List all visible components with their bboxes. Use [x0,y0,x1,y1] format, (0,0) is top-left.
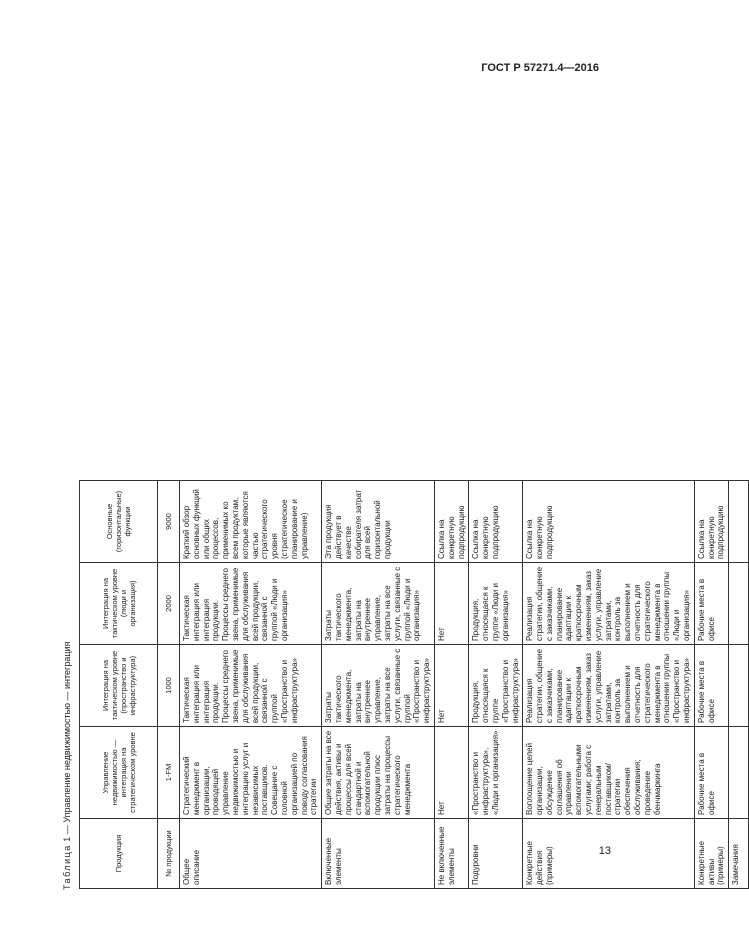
table-cell: Реализация стратегии, общение с заказчиками, планирование адаптации к краткосрочным изменениям, заказ услуги, управление затратами, контроль за выполнением и отчетность для стратегического менеджмента в отношении группы «Люди и организация» [523,563,695,645]
table-row [322,97,435,889]
table-caption [62,590,72,890]
table-cell: Рабочие места в офисе [694,645,728,727]
table-cell: Ссылка на конкретную подпродукцию [523,481,695,563]
table-cell: Стратегический менеджмент в организации, проводящей управление недвижимостью и интеграцию услуг и независимых поставщиков. Совещание с головной организацией по поводу согласования стратегии [180,727,322,819]
table-row [523,97,695,889]
document-code: ГОСТ Р 57271.4—2016 [481,62,599,74]
table-row [694,97,728,889]
row-label-actions: Конкретные действия (примеры) [523,819,695,889]
header-row [80,97,158,889]
caption-prefix: Таблица [62,844,72,890]
table-cell: Затраты тактического менеджмента, затраты на внутреннее управление, затраты на все услуги, связанные с группой «Пространство и инфраструктура» [322,645,435,727]
table-cell: Затраты тактического менеджмента, затраты на внутреннее управление, затраты на все услуги, связанные с группой «Люди и организация» [322,563,435,645]
col-code-product: № продукции [158,819,180,889]
row-label-remarks: Замечания [729,819,749,889]
col-header-tactical-space: Интеграция на тактическом уровне (пространство и инфраструктура) [80,645,158,727]
code-row [158,97,180,889]
table-cell [729,727,749,819]
col-code-tactical-space: 1000 [158,645,180,727]
table-cell: «Пространство и инфраструктура», «Люди и организация» [469,727,523,819]
row-label-sublevels: Подуровни [469,819,523,889]
integration-table [79,96,749,889]
table-cell: Тактическая интеграция или интеграция продукции. Процессы среднего звена, применимые для обслуживания всей продукции, связанной с группой «Пространство и инфраструктура» [180,645,322,727]
table-cell: Рабочие места в офисе [694,563,728,645]
table-cell: Ссылка на конкретную подпродукцию [469,481,523,563]
table-cell: Продукция, относящаяся к группе «Пространство и инфраструктура» [469,645,523,727]
caption-number: 1 [62,836,72,842]
table-cell: Рабочие места в офисе [694,727,728,819]
page-number: 13 [598,845,611,857]
table-cell: Тактическая интеграция или интеграция продукции. Процессы среднего звена, применимые для обслуживания всей продукции, связанной с группой «Люди и организация» [180,563,322,645]
table-row [434,97,468,889]
table-cell: Продукция, относящаяся к группе «Люди и организация» [469,563,523,645]
table-cell: Краткий обзор основных функций или общих процессов, применимых ко всем продуктам, которые являются частью стратегического уровня (стратегическое планирование и управление) [180,481,322,563]
col-header-horizontal: Основные (горизонтальные) функции [80,481,158,563]
table-cell: Ссылка на конкретную подпродукцию [694,481,728,563]
table-cell [729,563,749,645]
row-label-assets: Конкретные активы (примеры) [694,819,728,889]
col-code-tactical-people: 2000 [158,563,180,645]
col-header-product: Продукция [80,819,158,889]
table-cell: Воплощение целей организации, обсуждение соглашения об управлении вспомогательными услугами; работа с генеральным поставщиком/стратегии обеспечения обслуживания; проведение бенчмаркинга [523,727,695,819]
table-cell [729,645,749,727]
table-cell: Ссылка на конкретную подпродукцию [434,481,468,563]
row-label-included: Включенные элементы [322,819,435,889]
caption-text: — Управление недвижимостью — интеграция [62,641,72,835]
table-cell: Общие затраты на все действия, активы и процессы для всей стандартной и вспомогательной продукции плюс затраты на процессы стратегического менеджмента [322,727,435,819]
row-label-not-included: Не включенные элементы [434,819,468,889]
table-cell [729,481,749,563]
table-cell: Эта продукция действует в качестве собирателя затрат для всей горизонтальной продукции [322,481,435,563]
table-cell: Реализация стратегии, общение с заказчиками, планирование адаптации к краткосрочным изменениям, заказ услуги, управление затратами, контроль за выполнением и отчетность для стратегического менеджмента в отношении группы «Пространство и инфраструктура» [523,645,695,727]
row-label-general: Общее описание [180,819,322,889]
col-code-strategic: 1-FM [158,727,180,819]
table-cell: Нет [434,727,468,819]
table-row [469,97,523,889]
table-cell: Нет [434,563,468,645]
col-header-strategic: Управление недвижимостью — интеграция на стратегическом уровне [80,727,158,819]
table-row [729,97,749,889]
table-cell: Нет [434,645,468,727]
col-header-tactical-people: Интеграция на тактическом уровне (люди и организация) [80,563,158,645]
table-row [180,97,322,889]
col-code-horizontal: 9000 [158,481,180,563]
